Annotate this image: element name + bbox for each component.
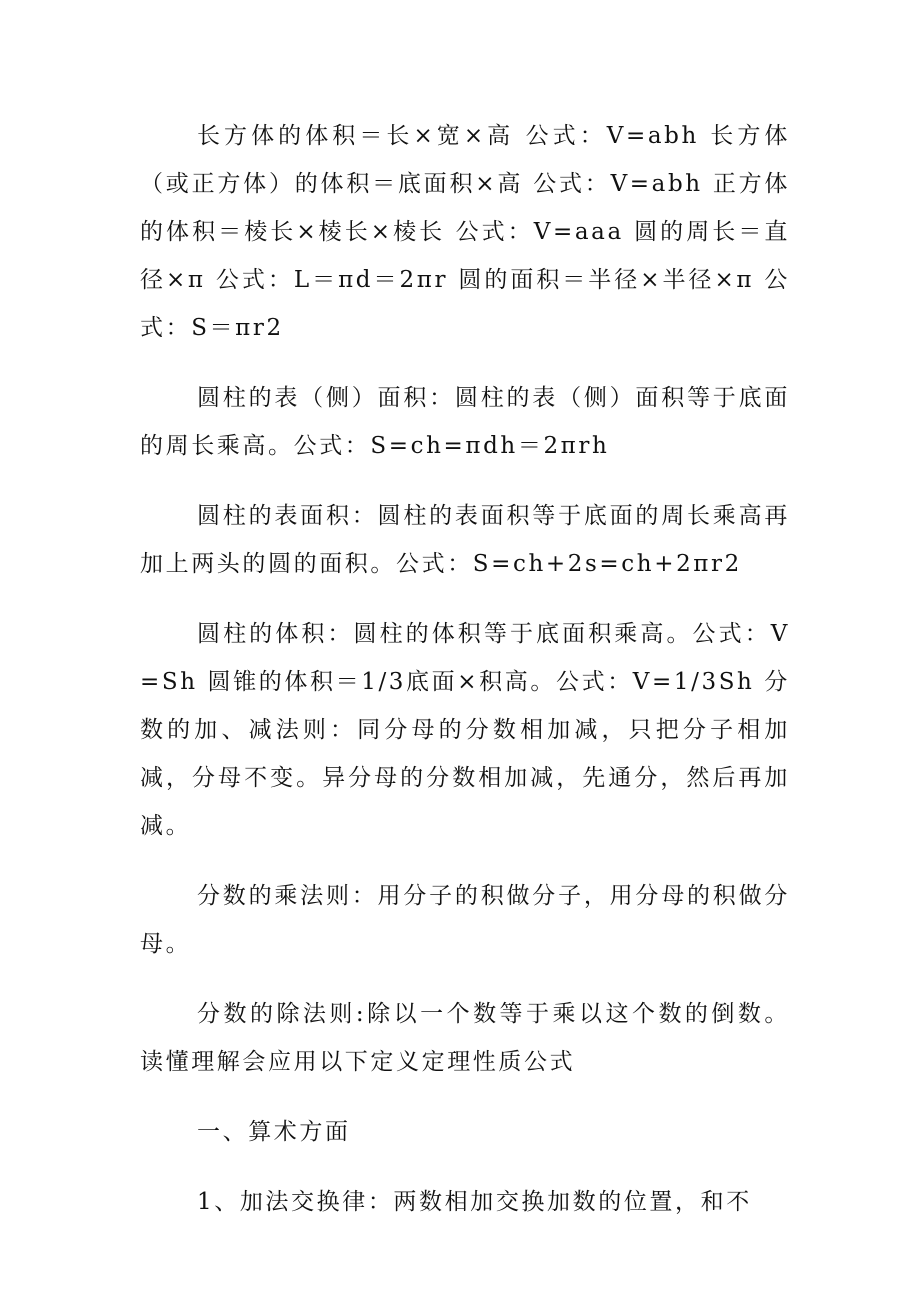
paragraph-addition-commutative: 1、加法交换律：两数相加交换加数的位置，和不 — [197, 1189, 752, 1215]
paragraph-cylinder-lateral-area: 圆柱的表（侧）面积：圆柱的表（侧）面积等于底面的周长乘高。公式：S=ch=πdh＝2πrh — [140, 385, 790, 459]
document-body — [140, 112, 790, 1226]
paragraph-fraction-division: 分数的除法则:除以一个数等于乘以这个数的倒数。读懂理解会应用以下定义定理性质公式 — [140, 1001, 790, 1075]
section-heading-arithmetic: 一、算术方面 — [197, 1119, 351, 1145]
paragraph-fraction-multiplication: 分数的乘法则：用分子的积做分子，用分母的积做分母。 — [140, 883, 790, 957]
paragraph-cylinder-surface-area: 圆柱的表面积：圆柱的表面积等于底面的周长乘高再加上两头的圆的面积。公式：S=ch+2s=ch+2πr2 — [140, 503, 790, 577]
paragraph-volume-formulas: 长方体的体积＝长×宽×高 公式：V=abh 长方体（或正方体）的体积＝底面积×高 公式：V=abh 正方体的体积＝棱长×棱长×棱长 公式：V=aaa 圆的周长＝直径×π 公式：L＝πd＝2πr 圆的面积＝半径×半径×π 公式：S＝πr2 — [140, 123, 790, 341]
paragraph-cylinder-volume-fractions: 圆柱的体积：圆柱的体积等于底面积乘高。公式：V=Sh 圆锥的体积＝1/3底面×积高。公式：V=1/3Sh 分数的加、减法则：同分母的分数相加减，只把分子相加减，分母不变。异分母的分数相加减，先通分，然后再加减。 — [140, 621, 790, 839]
